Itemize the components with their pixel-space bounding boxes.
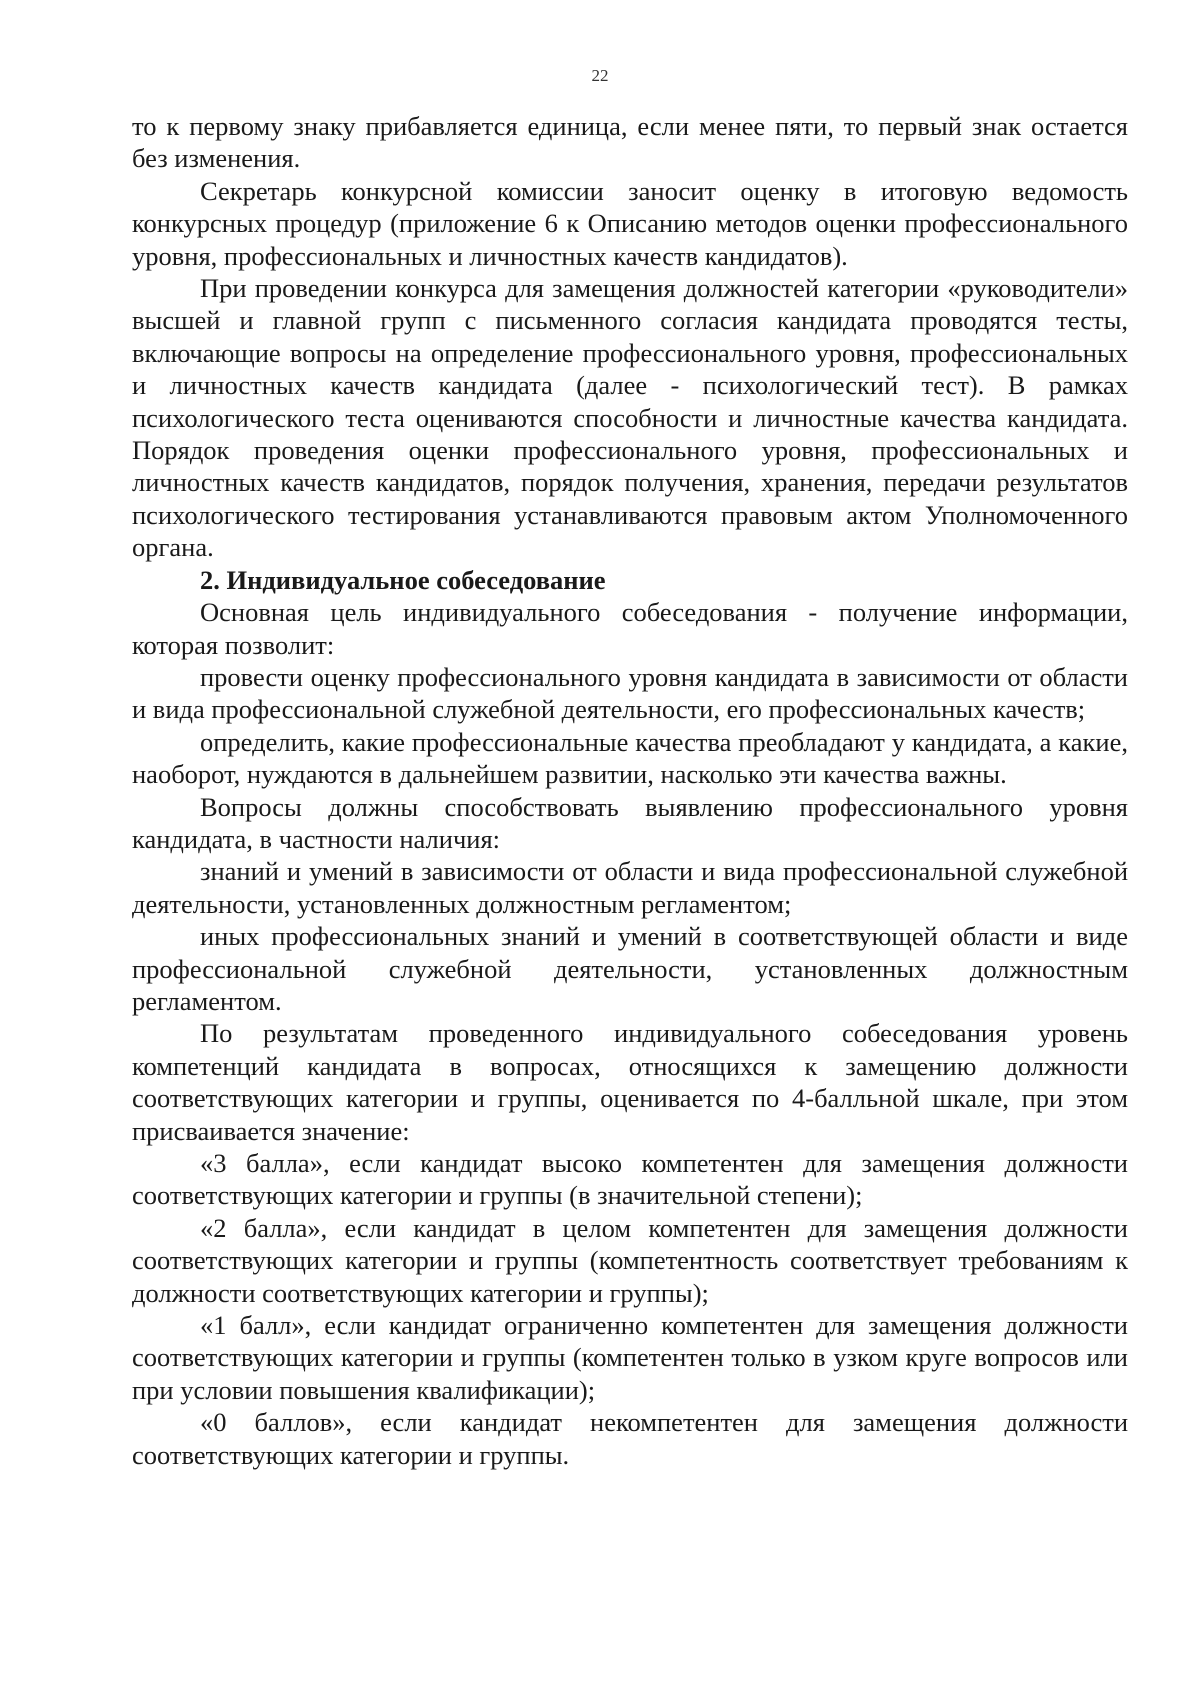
paragraph-questions: Вопросы должны способствовать выявлению профессионального уровня кандидата, в частности наличия: [132, 791, 1128, 854]
paragraph-questions-item-1: знаний и умений в зависимости от области и вида профессиональной служебной деятельности, установленных должностным регламентом; [132, 856, 1128, 919]
page-number: 22 [591, 66, 609, 85]
paragraph-questions-item-2: иных профессиональных знаний и умений в соответствующей области и виде профессиональной служебной деятельности, установленных должностным регламентом. [132, 921, 1128, 1016]
paragraph-psych-test: При проведении конкурса для замещения должностей категории «руководители» высшей и главной групп с письменного согласия кандидата проводятся тесты, включающие вопросы на определение профессионального уровня, профессиональных и личностных качеств кандидата (далее - психологический тест). В рамках психологического теста оцениваются способности и личностные качества кандидата. Порядок проведения оценки профессионального уровня, профессиональных и личностных качеств кандидатов, порядок получения, хранения, передачи результатов психологического тестирования устанавливаются правовым актом Уполномоченного органа. [132, 273, 1128, 563]
paragraph-goal-item-1: провести оценку профессионального уровня кандидата в зависимости от области и вида профессиональной служебной деятельности, его профессиональных качеств; [132, 661, 1128, 725]
paragraph-score-2: «2 балла», если кандидат в целом компетентен для замещения должности соответствующих категории и группы (компетентность соответствует требованиям к должности соответствующих категории и группы); [132, 1212, 1128, 1308]
paragraph-results: По результатам проведенного индивидуального собеседования уровень компетенций кандидата в вопросах, относящихся к замещению должности соответствующих категории и группы, оценивается по 4-балльной шкале, при этом присваивается значение: [132, 1018, 1128, 1146]
paragraph-interview-goal: Основная цель индивидуального собеседования - получение информации, которая позволит: [132, 597, 1128, 660]
paragraph-score-1: «1 балл», если кандидат ограниченно компетентен для замещения должности соответствующих категории и группы (компетентен только в узком круге вопросов или при условии повышения квалификации); [132, 1310, 1128, 1405]
document-body [132, 110, 1128, 1471]
paragraph-score-3: «3 балла», если кандидат высоко компетентен для замещения должности соответствующих категории и группы (в значительной степени); [132, 1148, 1128, 1211]
paragraph-secretary: Секретарь конкурсной комиссии заносит оценку в итоговую ведомость конкурсных процедур (приложение 6 к Описанию методов оценки профессионального уровня, профессиональных и личностных качеств кандидатов). [132, 175, 1128, 271]
paragraph-score-0: «0 баллов», если кандидат некомпетентен для замещения должности соответствующих категории и группы. [132, 1407, 1128, 1470]
paragraph-continuation: то к первому знаку прибавляется единица, если менее пяти, то первый знак остается без изменения. [132, 111, 1128, 174]
paragraph-goal-item-2: определить, какие профессиональные качества преобладают у кандидата, а какие, наоборот, нуждаются в дальнейшем развитии, насколько эти качества важны. [132, 726, 1128, 790]
section-heading-interview: 2. Индивидуальное собеседование [200, 564, 606, 595]
